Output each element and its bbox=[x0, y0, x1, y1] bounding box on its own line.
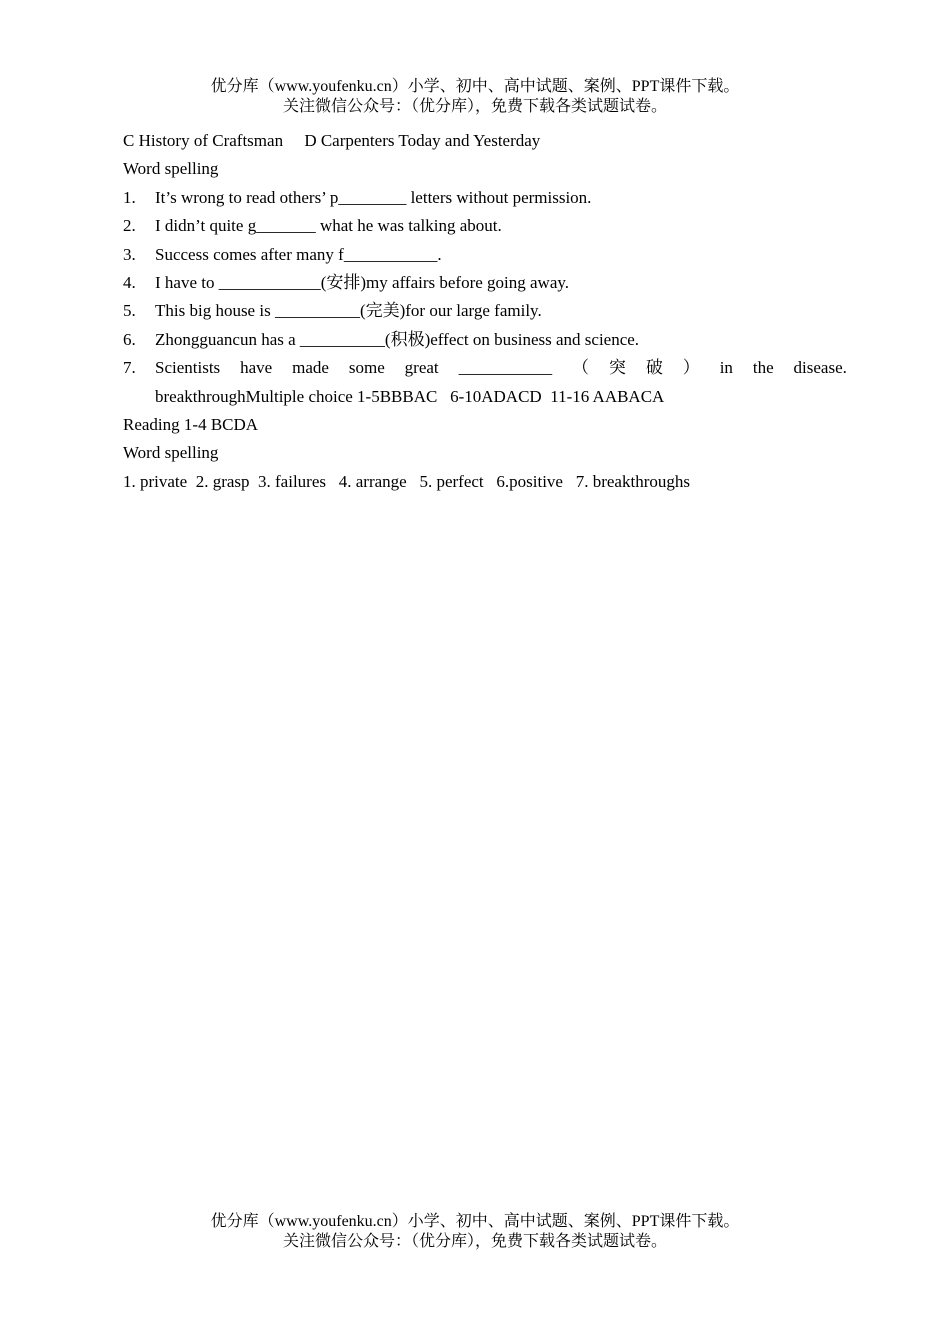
document-body bbox=[123, 127, 847, 496]
question-item bbox=[123, 212, 847, 240]
q7-word: 破 bbox=[645, 358, 663, 378]
options-line: C History of Craftsman D Carpenters Today and Yesterday bbox=[123, 131, 541, 150]
question-number: 2. bbox=[123, 216, 136, 236]
q7-word: 突 bbox=[608, 358, 626, 378]
question-7-words bbox=[155, 354, 847, 382]
question-item bbox=[123, 269, 847, 297]
q7-word: ） bbox=[682, 358, 700, 378]
question-number: 3. bbox=[123, 244, 136, 264]
header-line-1: 优分库（www.youfenku.cn）小学、初中、高中试题、案例、PPT课件下载。 bbox=[210, 78, 740, 95]
page-footer bbox=[0, 1212, 950, 1252]
q7-word: made bbox=[292, 358, 329, 378]
question-number: 1. bbox=[123, 187, 136, 207]
question-number: 6. bbox=[123, 329, 136, 349]
q7-word: the bbox=[752, 358, 774, 378]
question-7-continuation: breakthroughMultiple choice 1-5BBBAC 6-10ADACD 11-16 AABACA bbox=[155, 386, 665, 406]
question-text: It’s wrong to read others’ p________ letters without permission. bbox=[155, 187, 592, 207]
footer-line-1: 优分库（www.youfenku.cn）小学、初中、高中试题、案例、PPT课件下载。 bbox=[210, 1213, 740, 1230]
question-number: 7. bbox=[123, 358, 136, 378]
q7-word: have bbox=[240, 358, 273, 378]
q7-word: Scientists bbox=[155, 358, 221, 378]
word-spelling-heading: Word spelling bbox=[123, 159, 219, 179]
header-line-2: 关注微信公众号：（优分库），免费下载各类试题试卷。 bbox=[282, 98, 667, 115]
q7-blank: ___________ bbox=[458, 358, 553, 378]
question-text: Success comes after many f___________. bbox=[155, 244, 442, 264]
word-spelling-answers: 1. private 2. grasp 3. failures 4. arrange 5. perfect 6.positive 7. breakthroughs bbox=[123, 471, 690, 491]
q7-word: great bbox=[404, 358, 439, 378]
answers-heading: Word spelling bbox=[123, 443, 219, 463]
q7-word: in bbox=[719, 358, 733, 378]
question-item bbox=[123, 184, 847, 212]
page-header bbox=[0, 77, 950, 117]
question-number: 4. bbox=[123, 272, 136, 292]
question-item-7 bbox=[123, 354, 847, 382]
q7-word: disease. bbox=[793, 358, 847, 378]
footer-line-2: 关注微信公众号：（优分库），免费下载各类试题试卷。 bbox=[282, 1233, 667, 1250]
q7-word: （ bbox=[572, 358, 589, 378]
question-text: I didn’t quite g_______ what he was talking about. bbox=[155, 216, 502, 236]
question-item bbox=[123, 241, 847, 269]
reading-answers: Reading 1-4 BCDA bbox=[123, 414, 259, 434]
question-text: This big house is __________(完美)for our large family. bbox=[155, 301, 542, 321]
question-item bbox=[123, 297, 847, 325]
question-text: I have to ____________(安排)my affairs before going away. bbox=[155, 272, 570, 292]
q7-word: some bbox=[348, 358, 385, 378]
question-text: Zhongguancun has a __________(积极)effect on business and science. bbox=[155, 329, 640, 349]
question-item bbox=[123, 326, 847, 354]
question-number: 5. bbox=[123, 301, 136, 321]
